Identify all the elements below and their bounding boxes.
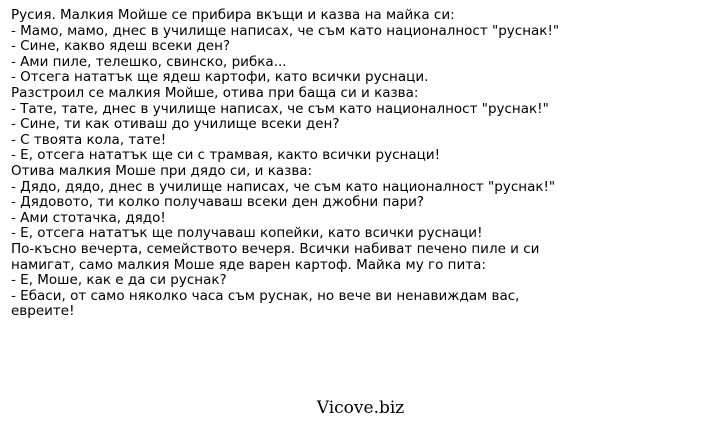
joke-line: - Сине, ти как отиваш до училище всеки ден? (11, 116, 340, 133)
joke-line: - Ами пиле, телешко, свинско, рибка... (11, 53, 287, 70)
joke-line: По-късно вечерта, семейството вечеря. Всички набиват печено пиле и си намигат, само малкия Моше яде варен картоф. Майка му го пита: (11, 240, 540, 273)
joke-line: - Тате, тате, днес в училище написах, че съм като националност "руснак!" (11, 100, 549, 117)
joke-line: Русия. Малкия Мойше се прибира вкъщи и казва на майка си: (11, 7, 455, 23)
joke-line: - Е, отсега нататък ще си с трамвая, както всички руснаци! (11, 147, 441, 164)
joke-line: - Дядовото, ти колко получаваш всеки ден джобни пари? (11, 194, 425, 211)
joke-line: - Мамо, мамо, днес в училище написах, че съм като националност "руснак!" (11, 22, 560, 39)
joke-text (11, 7, 560, 320)
joke-line: Разстроил се малкия Мойше, отива при баща си и казва: (11, 84, 419, 101)
site-watermark: Vicove.biz (316, 398, 405, 418)
joke-line: - Дядо, дядо, днес в училище написах, че съм като националност "руснак!" (11, 178, 556, 195)
joke-line: - Отсега нататък ще ядеш картофи, като всички руснаци. (11, 69, 429, 86)
joke-line: - Ами стотачка, дядо! (11, 209, 166, 226)
joke-line: - Сине, какво ядеш всеки ден? (11, 38, 231, 55)
joke-line: Отива малкия Моше при дядо си, и казва: (11, 162, 313, 179)
joke-line: - С твоята кола, тате! (11, 131, 167, 148)
joke-line: - Е, отсега нататък ще получаваш копейки, като всички руснаци! (11, 225, 483, 242)
joke-line: - Ебаси, от само няколко часа съм руснак, но вече ви ненавиждам вас, евреите! (11, 287, 520, 320)
joke-line: - Е, Моше, как е да си руснак? (11, 272, 227, 289)
